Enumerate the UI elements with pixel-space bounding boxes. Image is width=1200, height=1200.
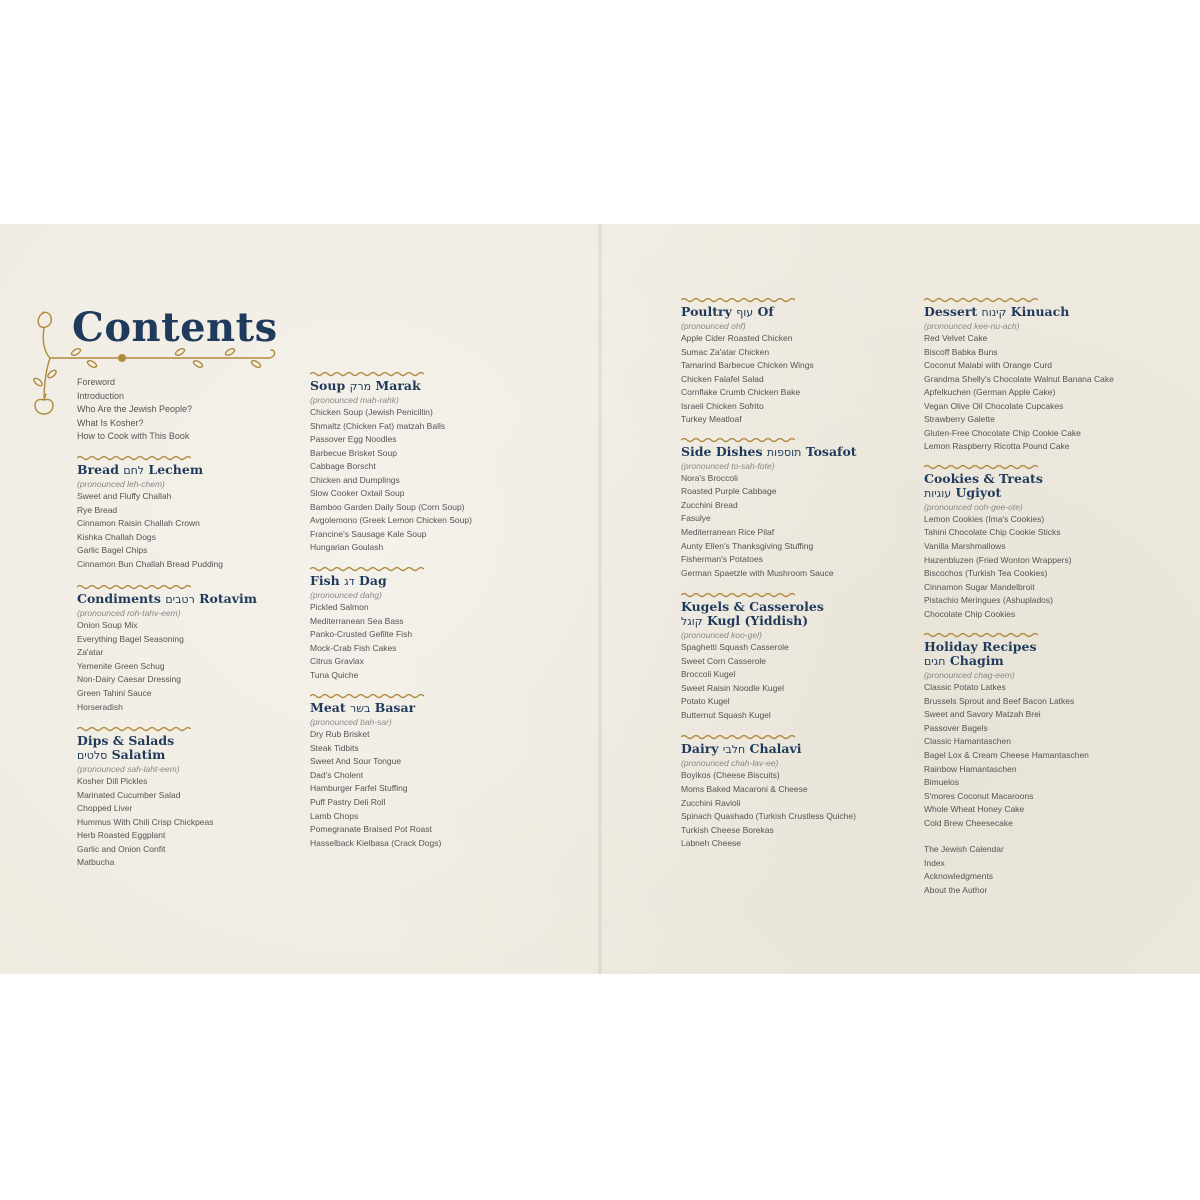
recipe-item: Yemenite Green Schug — [77, 660, 165, 671]
recipe-item: Puff Pastry Deli Roll — [310, 797, 386, 808]
recipe-item: Biscoff Babka Buns — [924, 346, 998, 357]
list-item: Acknowledgments — [924, 871, 993, 882]
recipe-item: Shmaltz (Chicken Fat) matzah Balls — [310, 420, 446, 431]
recipe-item: Garlic and Onion Confit — [77, 843, 166, 854]
book-spread — [0, 224, 1200, 974]
pronunciation: (pronounced ohf) — [681, 321, 746, 331]
wavy-divider-icon — [924, 296, 1038, 304]
recipe-item: Lemon Cookies (Ima's Cookies) — [924, 513, 1045, 524]
section-hebrew: מרק — [349, 380, 372, 393]
recipe-item: Hamburger Farfel Stuffing — [310, 783, 408, 794]
pronunciation: (pronounced chag-eem) — [924, 670, 1015, 681]
recipe-item: Passover Bagels — [924, 722, 988, 733]
recipe-item: Fasulye — [681, 513, 711, 524]
section-transliteration: Marak — [375, 378, 421, 393]
wavy-divider-icon — [310, 692, 424, 700]
recipe-item: Butternut Squash Kugel — [681, 709, 771, 720]
wavy-divider-icon — [77, 725, 191, 733]
recipe-item: Lemon Raspberry Ricotta Pound Cake — [924, 441, 1070, 452]
pronunciation: (pronounced roh-tahv-eem) — [77, 608, 181, 619]
recipe-item: Francine's Sausage Kale Soup — [310, 528, 427, 539]
pronunciation: (pronounced to-sah-fote) — [681, 460, 775, 471]
page-gutter — [598, 224, 602, 974]
recipe-item: Kishka Challah Dogs — [77, 531, 156, 542]
section-heading — [681, 742, 857, 757]
recipe-item: Red Velvet Cake — [924, 333, 988, 343]
section-hebrew: רטבים — [165, 593, 195, 607]
recipe-item: German Spaetzle with Mushroom Sauce — [681, 567, 834, 578]
recipe-item: Gluten-Free Chocolate Chip Cookie Cake — [924, 427, 1081, 438]
section-transliteration: Kinuach — [1010, 304, 1070, 319]
section-hebrew: חלבי — [722, 743, 746, 757]
section-fish — [310, 565, 472, 682]
section-heading — [77, 463, 257, 478]
section-heading — [924, 305, 1114, 320]
section-title: Condiments — [77, 591, 161, 607]
recipe-item: Turkey Meatloaf — [681, 414, 742, 425]
section-holiday-recipes — [924, 631, 1114, 830]
pronunciation: (pronounced ooh-gee-ote) — [924, 501, 1023, 512]
contents-column-2 — [310, 370, 472, 850]
recipe-item: Steak Tidbits — [310, 742, 359, 753]
recipe-item: Nora's Broccoli — [681, 472, 738, 483]
section-heading — [681, 445, 857, 460]
pronunciation: (pronounced kee-nu-ach) — [924, 321, 1020, 331]
pronunciation: (pronounced leh-chem) — [77, 479, 165, 489]
recipe-item: Whole Wheat Honey Cake — [924, 804, 1025, 815]
recipe-item: Sumac Za'atar Chicken — [681, 346, 770, 357]
section-heading — [681, 305, 857, 320]
section-condiments — [77, 583, 257, 714]
list-item: What Is Kosher? — [77, 417, 144, 428]
section-hebrew: דג — [344, 575, 355, 589]
section-title: Soup — [310, 378, 346, 393]
recipe-item: Strawberry Galette — [924, 414, 995, 425]
recipe-item: Chopped Liver — [77, 803, 133, 814]
wavy-divider-icon — [681, 436, 795, 444]
section-transliteration: Chagim — [949, 653, 1004, 669]
recipe-item: Cinnamon Sugar Mandelbroit — [924, 581, 1035, 592]
list-item: The Jewish Calendar — [924, 844, 1004, 855]
section-title: Kugels & Casseroles — [681, 599, 824, 615]
recipe-item: Fisherman's Potatoes — [681, 554, 763, 565]
list-item: About the Author — [924, 884, 988, 895]
section-heading — [310, 574, 472, 589]
recipe-item: Roasted Purple Cabbage — [681, 486, 777, 497]
section-title: Meat — [310, 700, 346, 716]
recipe-item: Horseradish — [77, 701, 123, 712]
recipe-item: Hummus With Chili Crisp Chickpeas — [77, 816, 214, 827]
list-item: Who Are the Jewish People? — [77, 404, 193, 415]
recipe-item: Onion Soup Mix — [77, 620, 138, 631]
recipe-item: Tahini Chocolate Chip Cookie Sticks — [924, 527, 1061, 538]
section-heading — [77, 734, 257, 763]
recipe-item: Marinated Cucumber Salad — [77, 789, 181, 800]
wavy-divider-icon — [310, 565, 424, 573]
recipe-item: Tamarind Barbecue Chicken Wings — [681, 360, 814, 371]
section-soup — [310, 370, 472, 555]
section-dessert — [924, 296, 1114, 454]
recipe-item: Zucchini Ravioli — [681, 797, 741, 808]
section-title: Holiday Recipes — [924, 639, 1037, 655]
wavy-divider-icon — [924, 463, 1038, 471]
recipe-item: Mediterranean Rice Pilaf — [681, 527, 775, 538]
recipe-item: Sweet Raisin Noodle Kugel — [681, 682, 785, 693]
page-title: Contents — [72, 304, 278, 351]
recipe-item: Mediterranean Sea Bass — [310, 615, 404, 626]
recipe-item: Lamb Chops — [310, 810, 359, 821]
recipe-item: Vanilla Marshmallows — [924, 541, 1006, 552]
section-title: Fish — [310, 573, 340, 589]
recipe-item: Panko-Crusted Gefilte Fish — [310, 629, 413, 640]
contents-column-3 — [681, 296, 857, 851]
recipe-item: Kosher Dill Pickles — [77, 776, 148, 787]
recipe-item: Bimuelos — [924, 777, 959, 788]
recipe-item: Non-Dairy Caesar Dressing — [77, 674, 181, 685]
section-dairy — [681, 733, 857, 850]
recipe-item: Grandma Shelly's Chocolate Walnut Banana Cake — [924, 373, 1114, 384]
section-kugels — [681, 591, 857, 722]
pronunciation: (pronounced koo-gel) — [681, 630, 762, 641]
section-hebrew: קוגל — [681, 615, 703, 629]
recipe-item: Hungarian Goulash — [310, 542, 384, 553]
recipe-item: Moms Baked Macaroni & Cheese — [681, 784, 808, 795]
recipe-item: Coconut Malabi with Orange Curd — [924, 360, 1053, 371]
section-hebrew: חגים — [924, 655, 946, 669]
wavy-divider-icon — [310, 370, 424, 378]
recipe-item: Dad's Cholent — [310, 769, 364, 780]
section-title: Poultry — [681, 304, 732, 319]
recipe-item: Hazenbluzen (Fried Wonton Wrappers) — [924, 554, 1072, 565]
wavy-divider-icon — [77, 583, 191, 591]
section-hebrew: עוף — [736, 306, 754, 319]
pronunciation: (pronounced mah-rahk) — [310, 395, 399, 405]
recipe-item: Everything Bagel Seasoning — [77, 633, 184, 644]
recipe-item: Rainbow Hamantaschen — [924, 763, 1017, 774]
recipe-item: Classic Potato Latkes — [924, 682, 1006, 693]
recipe-item: Turkish Cheese Borekas — [681, 824, 774, 835]
recipe-item: Chicken and Dumplings — [310, 474, 400, 485]
recipe-item: Pistachio Meringues (Ashuplados) — [924, 595, 1053, 606]
contents-column-1 — [77, 454, 257, 870]
recipe-item: Apfelkuchen (German Apple Cake) — [924, 387, 1056, 398]
pronunciation: (pronounced dahg) — [310, 590, 382, 601]
section-transliteration: Salatim — [111, 747, 166, 763]
section-hebrew: קינוח — [981, 306, 1007, 319]
section-transliteration: Rotavim — [199, 591, 257, 607]
pronunciation: (pronounced sah-laht-eem) — [77, 764, 180, 775]
section-title: Dips & Salads — [77, 733, 175, 749]
section-title: Dessert — [924, 304, 978, 319]
section-title: Dairy — [681, 741, 719, 757]
list-item: How to Cook with This Book — [77, 431, 190, 442]
recipe-item: Spaghetti Squash Casserole — [681, 642, 789, 653]
section-hebrew: עוגיות — [924, 486, 952, 500]
section-hebrew: סלטים — [77, 749, 108, 763]
wavy-divider-icon — [77, 454, 191, 462]
recipe-item: Mock-Crab Fish Cakes — [310, 642, 397, 653]
recipe-item: Aunty Ellen's Thanksgiving Stuffing — [681, 540, 814, 551]
pronunciation: (pronounced bah-sar) — [310, 717, 392, 728]
recipe-item: Matbucha — [77, 857, 115, 868]
recipe-item: Za'atar — [77, 647, 104, 658]
recipe-item: Brussels Sprout and Beef Bacon Latkes — [924, 695, 1075, 706]
list-item: Introduction — [77, 390, 125, 401]
section-heading — [681, 600, 857, 629]
recipe-item: Israeli Chicken Sofrito — [681, 400, 764, 411]
recipe-item: Tuna Quiche — [310, 669, 359, 680]
wavy-divider-icon — [681, 296, 795, 304]
recipe-item: Citrus Gravlax — [310, 656, 364, 667]
recipe-item: Broccoli Kugel — [681, 669, 736, 680]
recipe-item: Cornflake Crumb Chicken Bake — [681, 387, 801, 398]
list-item: Foreword — [77, 377, 116, 387]
section-transliteration: Of — [757, 304, 774, 319]
list-item: Index — [924, 857, 945, 868]
recipe-item: Sweet and Fluffy Challah — [77, 491, 172, 501]
recipe-item: Apple Cider Roasted Chicken — [681, 333, 793, 343]
section-transliteration: Tosafot — [805, 443, 857, 459]
recipe-item: Slow Cooker Oxtail Soup — [310, 488, 405, 499]
recipe-item: Boyikos (Cheese Biscuits) — [681, 770, 780, 781]
recipe-item: Chicken Falafel Salad — [681, 373, 764, 384]
recipe-item: Cold Brew Cheesecake — [924, 817, 1013, 828]
recipe-item: Vegan Olive Oil Chocolate Cupcakes — [924, 400, 1064, 411]
section-title: Cookies & Treats — [924, 470, 1043, 486]
recipe-item: Pickled Salmon — [310, 602, 369, 613]
recipe-item: Chocolate Chip Cookies — [924, 608, 1016, 619]
section-side-dishes — [681, 436, 857, 580]
section-transliteration: Lechem — [148, 462, 204, 477]
section-heading — [77, 592, 257, 607]
recipe-item: Cinnamon Bun Challah Bread Pudding — [77, 558, 224, 569]
recipe-item: S'mores Coconut Macaroons — [924, 790, 1034, 801]
section-dips-salads — [77, 725, 257, 870]
recipe-item: Cinnamon Raisin Challah Crown — [77, 518, 200, 529]
recipe-item: Barbecue Brisket Soup — [310, 447, 397, 458]
recipe-item: Spinach Quashado (Turkish Crustless Quiche) — [681, 811, 856, 822]
section-cookies-treats — [924, 463, 1114, 621]
recipe-item: Chicken Soup (Jewish Penicillin) — [310, 407, 433, 417]
recipe-item: Labneh Cheese — [681, 838, 742, 849]
section-hebrew: בשר — [350, 702, 371, 716]
recipe-item: Pomegranate Braised Pot Roast — [310, 824, 432, 835]
section-hebrew: לחם — [123, 464, 145, 477]
contents-column-4 — [924, 296, 1114, 898]
recipe-item: Sweet and Savory Matzah Brei — [924, 709, 1041, 720]
recipe-item: Green Tahini Sauce — [77, 688, 152, 699]
front-matter-list — [77, 376, 192, 444]
recipe-item: Sweet And Sour Tongue — [310, 756, 402, 767]
recipe-item: Zucchini Bread — [681, 499, 738, 510]
section-transliteration: Chalavi — [749, 741, 802, 757]
recipe-item: Bamboo Garden Daily Soup (Corn Soup) — [310, 501, 465, 512]
section-heading — [924, 472, 1114, 501]
recipe-item: Rye Bread — [77, 504, 118, 515]
wavy-divider-icon — [924, 631, 1038, 639]
pronunciation: (pronounced chah-lav-ee) — [681, 758, 779, 769]
section-title: Bread — [77, 462, 119, 477]
section-bread — [77, 454, 257, 571]
section-transliteration: Dag — [359, 573, 387, 589]
recipe-item: Sweet Corn Casserole — [681, 655, 767, 666]
recipe-item: Hasselback Kielbasa (Crack Dogs) — [310, 837, 442, 848]
section-heading — [310, 701, 472, 716]
recipe-item: Avgolemono (Greek Lemon Chicken Soup) — [310, 515, 472, 526]
section-hebrew: תוספות — [766, 445, 802, 459]
section-transliteration: Ugiyot — [955, 484, 1002, 500]
wavy-divider-icon — [681, 591, 795, 599]
recipe-item: Biscochos (Turkish Tea Cookies) — [924, 568, 1048, 579]
recipe-item: Passover Egg Noodles — [310, 434, 397, 445]
section-heading — [310, 379, 472, 394]
recipe-item: Bagel Lox & Cream Cheese Hamantaschen — [924, 750, 1089, 761]
recipe-item: Herb Roasted Eggplant — [77, 830, 166, 841]
section-heading — [924, 640, 1114, 669]
section-transliteration: Basar — [374, 700, 416, 716]
section-poultry — [681, 296, 857, 427]
section-meat — [310, 692, 472, 850]
recipe-item: Cabbage Borscht — [310, 461, 376, 472]
section-title: Side Dishes — [681, 443, 763, 459]
recipe-item: Dry Rub Brisket — [310, 729, 370, 740]
recipe-item: Classic Hamantaschen — [924, 736, 1011, 747]
back-matter-list — [924, 843, 1114, 897]
recipe-item: Potato Kugel — [681, 696, 730, 707]
section-transliteration: Kugl (Yiddish) — [706, 613, 809, 629]
wavy-divider-icon — [681, 733, 795, 741]
recipe-item: Garlic Bagel Chips — [77, 545, 148, 556]
